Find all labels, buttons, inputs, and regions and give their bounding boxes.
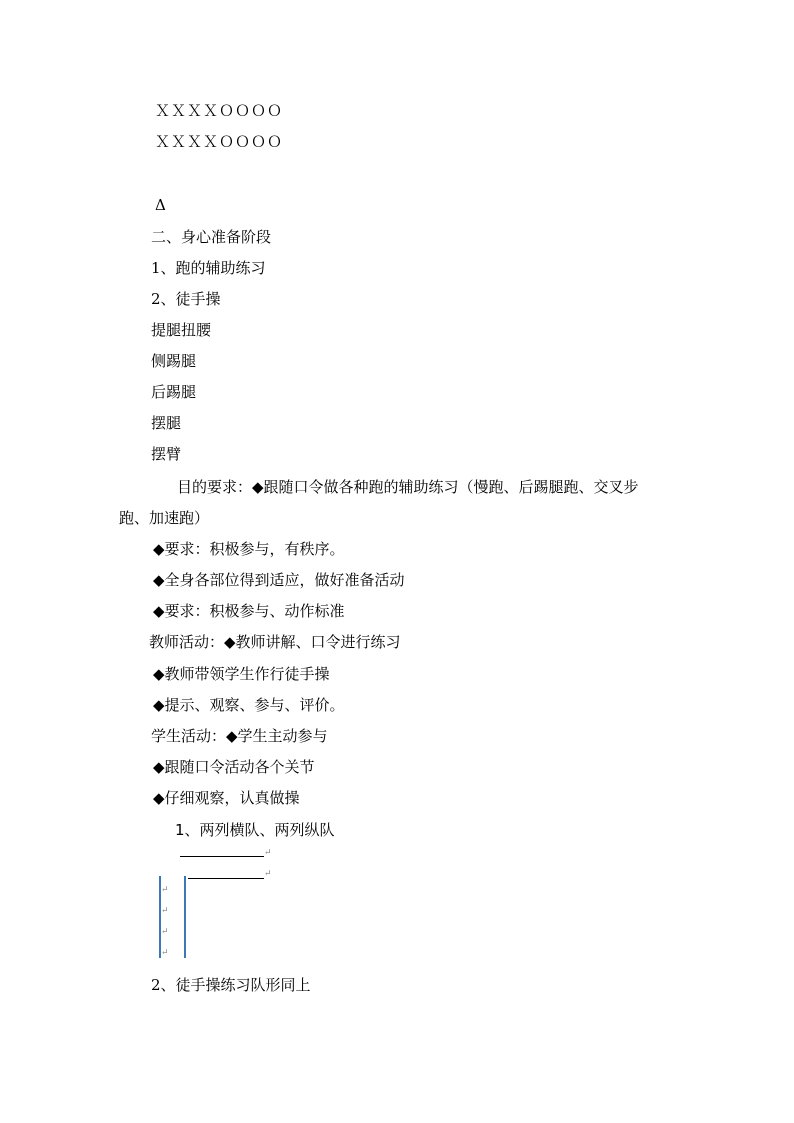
horizontal-rank-1 [180, 856, 264, 857]
return-mark-icon: ↵ [264, 848, 272, 858]
return-mark-icon: ↵ [161, 906, 169, 916]
student-activity: 学生活动：◆学生主动参与 [151, 727, 328, 745]
return-mark-icon: ↵ [264, 869, 272, 879]
exercise-5: 摆臂 [151, 445, 182, 463]
footer-item: 2、徒手操练习队形同上 [151, 976, 311, 994]
requirement-3: ◆要求：积极参与、动作标准 [153, 602, 345, 620]
item-1: 1、跑的辅助练习 [151, 259, 266, 277]
horizontal-rank-2 [188, 878, 264, 879]
teacher-activity: 教师活动：◆教师讲解、口令进行练习 [149, 633, 401, 651]
exercise-2: 侧踢腿 [151, 352, 197, 370]
vertical-column-2 [184, 876, 186, 958]
section-heading: 二、身心准备阶段 [151, 228, 272, 246]
teacher-symbol: Δ [155, 196, 166, 214]
exercise-3: 后踢腿 [151, 383, 197, 401]
return-mark-icon: ↵ [161, 948, 169, 958]
requirement-2: ◆全身各部位得到适应，做好准备活动 [153, 571, 405, 589]
formation-label: 1、两列横队、两列纵队 [175, 821, 335, 839]
item-2: 2、徒手操 [151, 290, 221, 308]
requirement-1: ◆要求：积极参与，有秩序。 [153, 540, 345, 558]
student-detail-2: ◆仔细观察，认真做操 [153, 789, 300, 807]
goal-line-1: 目的要求：◆跟随口令做各种跑的辅助练习（慢跑、后踢腿跑、交叉步 [177, 478, 639, 496]
teacher-detail-1: ◆教师带领学生作行徒手操 [153, 665, 330, 683]
exercise-1: 提腿扭腰 [151, 321, 212, 339]
teacher-detail-2: ◆提示、观察、参与、评价。 [153, 696, 345, 714]
formation-row-1: ＸＸＸＸＯＯＯＯ [155, 102, 284, 120]
student-detail-1: ◆跟随口令活动各个关节 [153, 758, 315, 776]
exercise-4: 摆腿 [151, 414, 182, 432]
return-mark-icon: ↵ [161, 885, 169, 895]
formation-row-2: ＸＸＸＸＯＯＯＯ [155, 133, 284, 151]
goal-line-2: 跑、加速跑） [119, 509, 210, 527]
return-mark-icon: ↵ [161, 927, 169, 937]
